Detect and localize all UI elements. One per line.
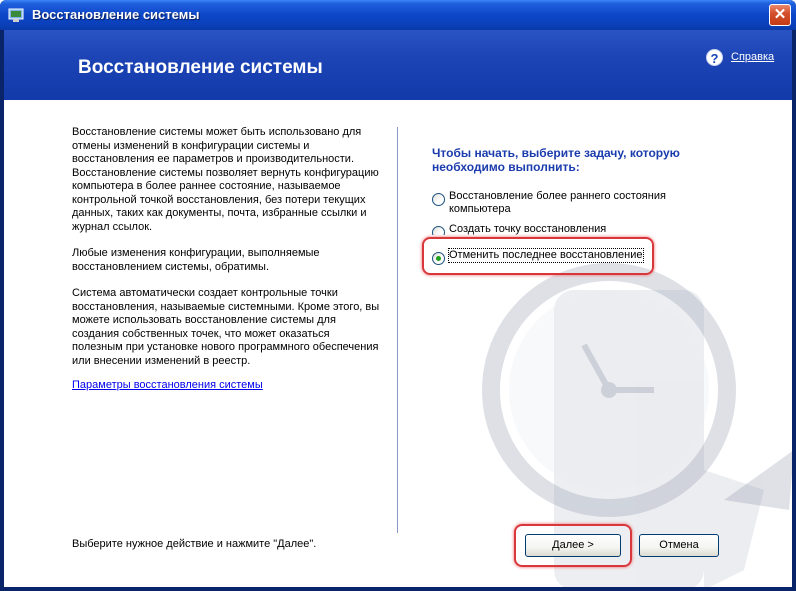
radio-create-point[interactable] [432, 226, 445, 235]
dialog-frame [4, 30, 792, 587]
radio-restore-earlier[interactable] [432, 193, 445, 206]
close-button[interactable]: ✕ [769, 4, 791, 26]
help-link[interactable]: Справка [731, 51, 775, 63]
description-text [72, 126, 382, 381]
restore-settings-link[interactable]: Параметры восстановления системы [72, 379, 263, 391]
bottom-hint: Выберите нужное действие и нажмите "Далее". [72, 538, 317, 550]
header-banner [4, 30, 792, 100]
page-title: Восстановление системы [78, 57, 323, 78]
description-paragraph: Любые изменения конфигурации, выполняемые восстановлением системы, обратимы. [72, 247, 320, 273]
system-restore-app-icon [8, 7, 24, 23]
cancel-button[interactable]: Отмена [639, 534, 719, 557]
description-paragraph: Восстановление системы может быть использовано для отмены изменений в конфигурации системы и восстановления ее параметров и производительности. Восстановление системы позволяет вернуть конфигурацию компьютера в более раннее состояние, называемое контрольной точкой восстановления, без потери текущих данных, таких как документы, почта, избранные ссылки и журнал ссылок. [72, 126, 379, 233]
option-label: Отменить последнее восстановление [449, 249, 643, 261]
option-restore-earlier[interactable] [432, 190, 712, 216]
highlight-next-button [514, 524, 632, 567]
task-prompt: Чтобы начать, выберите задачу, которую необходимо выполнить: [432, 146, 680, 174]
window-title: Восстановление системы [32, 7, 200, 22]
option-label: Восстановление более раннего состояния компьютера [449, 190, 666, 215]
title-bar[interactable] [0, 0, 796, 30]
help-icon[interactable]: ? [706, 49, 723, 66]
highlight-selected-option [422, 237, 654, 275]
next-button[interactable]: Далее > [525, 534, 621, 557]
option-label: Создать точку восстановления [449, 223, 607, 235]
description-paragraph: Система автоматически создает контрольные точки восстановления, называемые системными. Кроме этого, вы можете использовать восстановление системы для создания собственных точек, что может оказаться полезным при установке нового программного обеспечения или внесении изменений в реестр. [72, 287, 380, 367]
vertical-divider [397, 127, 398, 533]
main-content [4, 100, 792, 587]
option-create-point[interactable] [432, 223, 712, 235]
